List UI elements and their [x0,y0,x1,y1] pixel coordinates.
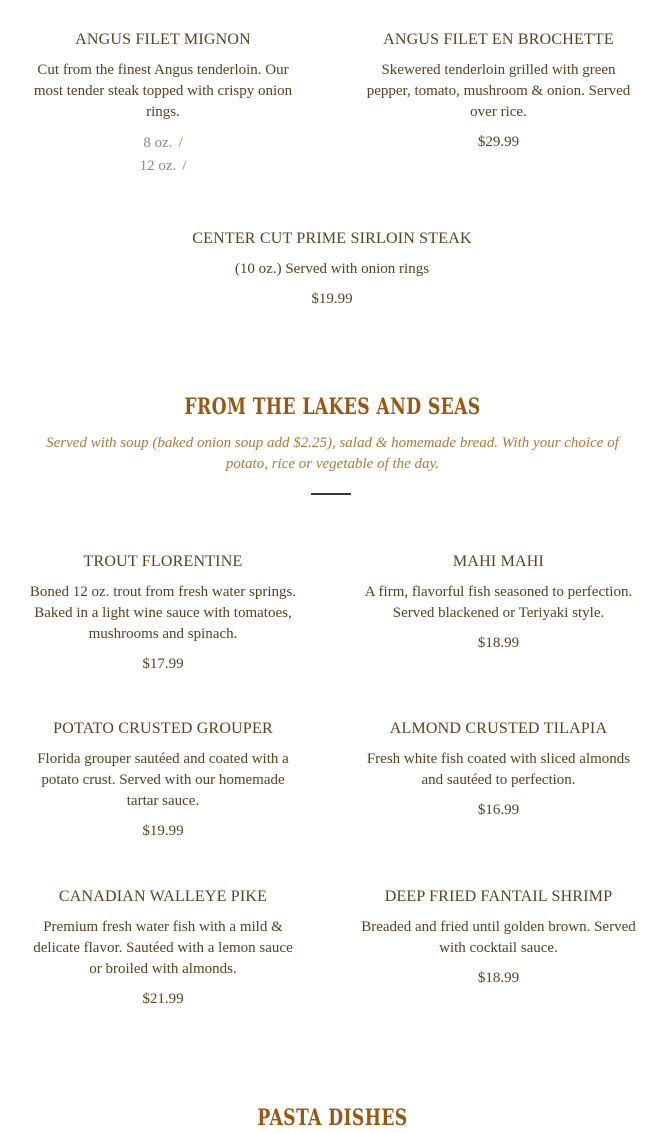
item-name: CENTER CUT PRIME SIRLOIN STEAK [192,230,472,247]
size-option [30,155,296,178]
item-description: A firm, flavorful fish seasoned to perfection. Served blackened or Teriyaki style. [364,584,633,621]
item-price: $19.99 [142,823,184,839]
menu-item-mahi-mahi [362,552,635,653]
item-description: Breaded and fried until golden brown. Served with cocktail sauce. [361,919,636,956]
menu-item-deep-fried-fantail-shrimp [358,887,639,988]
item-description: Fresh white fish coated with sliced almonds and sautéed to perfection. [366,751,631,788]
item-description: Premium fresh water fish with a mild & delicate flavor. Sautéed with a lemon sauce or broiled with almonds. [33,919,293,977]
item-name: ANGUS FILET EN BROCHETTE [383,31,614,48]
size-separator: / [178,135,183,151]
item-description: Cut from the finest Angus tenderloin. Our most tender steak topped with crispy onion rings. [33,62,293,120]
menu-item-canadian-walleye-pike [30,887,296,1009]
item-price: $17.99 [142,656,184,672]
size-label: 8 oz. [143,135,173,151]
item-price: $21.99 [142,991,184,1007]
item-description: Boned 12 oz. trout from fresh water springs. Baked in a light wine sauce with tomatoes, mushrooms and spinach. [29,584,297,642]
size-options [30,132,296,178]
section-divider [311,493,351,495]
item-description: (10 oz.) Served with onion rings [234,261,430,277]
item-name: TROUT FLORENTINE [83,553,243,570]
item-name: ANGUS FILET MIGNON [75,31,251,48]
menu-item-center-cut-prime-sirloin [182,229,482,309]
item-price: $16.99 [477,802,520,818]
menu-item-angus-filet-mignon [30,30,296,178]
item-price: $18.99 [477,635,520,651]
section-title-lakes-and-seas: FROM THE LAKES AND SEAS [184,394,481,420]
item-description: Florida grouper sautéed and coated with a potato crust. Served with our homemade tartar sauce. [37,751,289,809]
menu-item-trout-florentine [28,552,298,674]
item-description: Skewered tenderloin grilled with green pepper, tomato, mushroom & onion. Served over rice. [366,62,631,120]
section-title-pasta-dishes: PASTA DISHES [257,1105,408,1131]
item-name: MAHI MAHI [452,553,545,570]
item-name: DEEP FRIED FANTAIL SHRIMP [384,888,613,905]
item-price: $19.99 [311,291,353,307]
menu-item-potato-crusted-grouper [30,719,296,841]
item-price: $29.99 [477,134,520,150]
item-price: $18.99 [477,970,520,986]
size-separator: / [182,158,187,174]
size-option [30,132,296,155]
item-name: CANADIAN WALLEYE PIKE [58,888,268,905]
item-name: POTATO CRUSTED GROUPER [53,720,273,737]
menu-item-almond-crusted-tilapia [362,719,635,820]
item-name: ALMOND CRUSTED TILAPIA [389,720,608,737]
section-note: Served with soup (baked onion soup add $2.25), salad & homemade bread. With your choice of potato, rice or vegetable of the day. [46,435,619,472]
menu-item-angus-filet-en-brochette [362,30,635,152]
size-label: 12 oz. [139,158,177,174]
